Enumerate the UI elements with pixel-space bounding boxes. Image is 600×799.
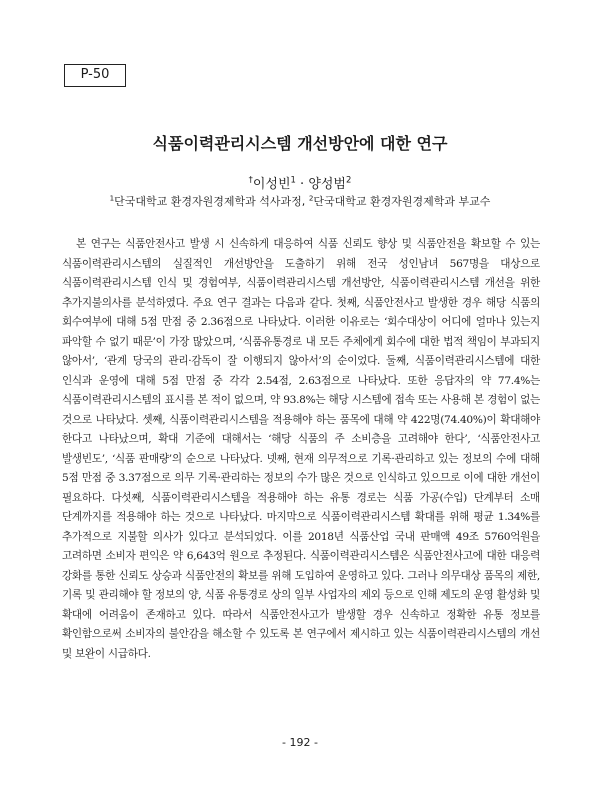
affil-1: 단국대학교 환경자원경제학과 석사과정, xyxy=(114,195,309,208)
author-line xyxy=(0,173,600,192)
affil-2-sup: 2 xyxy=(308,193,314,203)
affil-1-sup: 1 xyxy=(109,193,115,203)
author-first: 이성빈 xyxy=(252,177,291,192)
author-first-affil-sup: 1 xyxy=(290,174,296,185)
author-second-affil-sup: 2 xyxy=(346,174,352,185)
page-number: - 192 - xyxy=(282,736,318,749)
abstract-body: 본 연구는 식품안전사고 발생 시 신속하게 대응하여 식품 신뢰도 향상 및 식품안전을 확보할 수 있는 식품이력관리시스템의 실질적인 개선방안을 도출하기 위해 전국 성인남녀 567명을 대상으로 식품이력관리시스템 인식 및 경험여부, 식품이력관리시스템 개선방안, 식품이력관리시스템 개선을 위한 추가지불의사를 분석하였다. 주요 연구 결과는 다음과 같다. 첫째, 식품안전사고 발생한 경우 해당 식품의 회수여부에 대해 5점 만점 중 2.36점으로 나타났다. 이러한 이유로는 ‘회수대상이 어디에 얼마나 있는지 파악할 수 없기 때문’이 가장 많았으며, ‘식품유통경로 내 모든 주체에게 회수에 대한 법적 책임이 부과되지 않아서’, ‘관계 당국의 관리·감독이 잘 이행되지 않아서’의 순이었다. 둘째, 식품이력관리시스템에 대한 인식과 운영에 대해 5점 만점 중 각각 2.54점, 2.63점으로 나타났다. 또한 응답자의 약 77.4%는 식품이력관리시스템의 표시를 본 적이 없으며, 약 93.8%는 해당 시스템에 접속 또는 사용해 본 경험이 없는 것으로 나타났다. 셋째, 식품이력관리시스템을 적용해야 하는 품목에 대해 약 422명(74.40%)이 확대해야 한다고 나타났으며, 확대 기준에 대해서는 ‘해당 식품의 주 소비층을 고려해야 한다’, ‘식품안전사고 발생빈도’, ‘식품 판매량’의 순으로 나타났다. 넷째, 현재 의무적으로 기록·관리하고 있는 정보의 수에 대해 5점 만점 중 3.37점으로 의무 기록·관리하는 정보의 수가 많은 것으로 인식하고 있으므로 이에 대한 개선이 필요하다. 다섯째, 식품이력관리시스템을 적용해야 하는 유통 경로는 식품 가공(수입) 단계부터 소매 단계까지를 적용해야 하는 것으로 나타났다. 마지막으로 식품이력관리시스템 확대를 위해 평균 1.34%를 추가적으로 지불할 의사가 있다고 분석되었다. 이를 2018년 식품산업 국내 판매액 49조 5760억원을 고려하면 소비자 편익은 약 6,643억 원으로 추정된다. 식품이력관리시스템은 식품안전사고에 대한 대응력 강화를 통한 신뢰도 상승과 식품안전의 확보를 위해 도입하여 운영하고 있다. 그러나 의무대상 품목의 제한, 기록 및 관리해야 할 정보의 양, 식품 유통경로 상의 일부 사업자의 제외 등으로 인해 제도의 운영 활성화 및 확대에 어려움이 존재하고 있다. 따라서 식품안전사고가 발생할 경우 신속하고 정확한 유통 정보를 확인함으로써 소비자의 불안감을 해소할 수 있도록 본 연구에서 제시하고 있는 식품이력관리시스템의 개선 및 보완이 시급하다. xyxy=(62,238,540,660)
author-second: 양성범 xyxy=(308,177,346,192)
corresponding-author-marker: † xyxy=(248,174,253,185)
poster-code-box: P-50 xyxy=(64,64,126,87)
affiliation-line xyxy=(0,193,600,209)
author-separator: · xyxy=(295,177,309,192)
affil-2: 단국대학교 환경자원경제학과 부교수 xyxy=(313,195,491,208)
paper-title: 식품이력관리시스템 개선방안에 대한 연구 xyxy=(152,134,448,153)
